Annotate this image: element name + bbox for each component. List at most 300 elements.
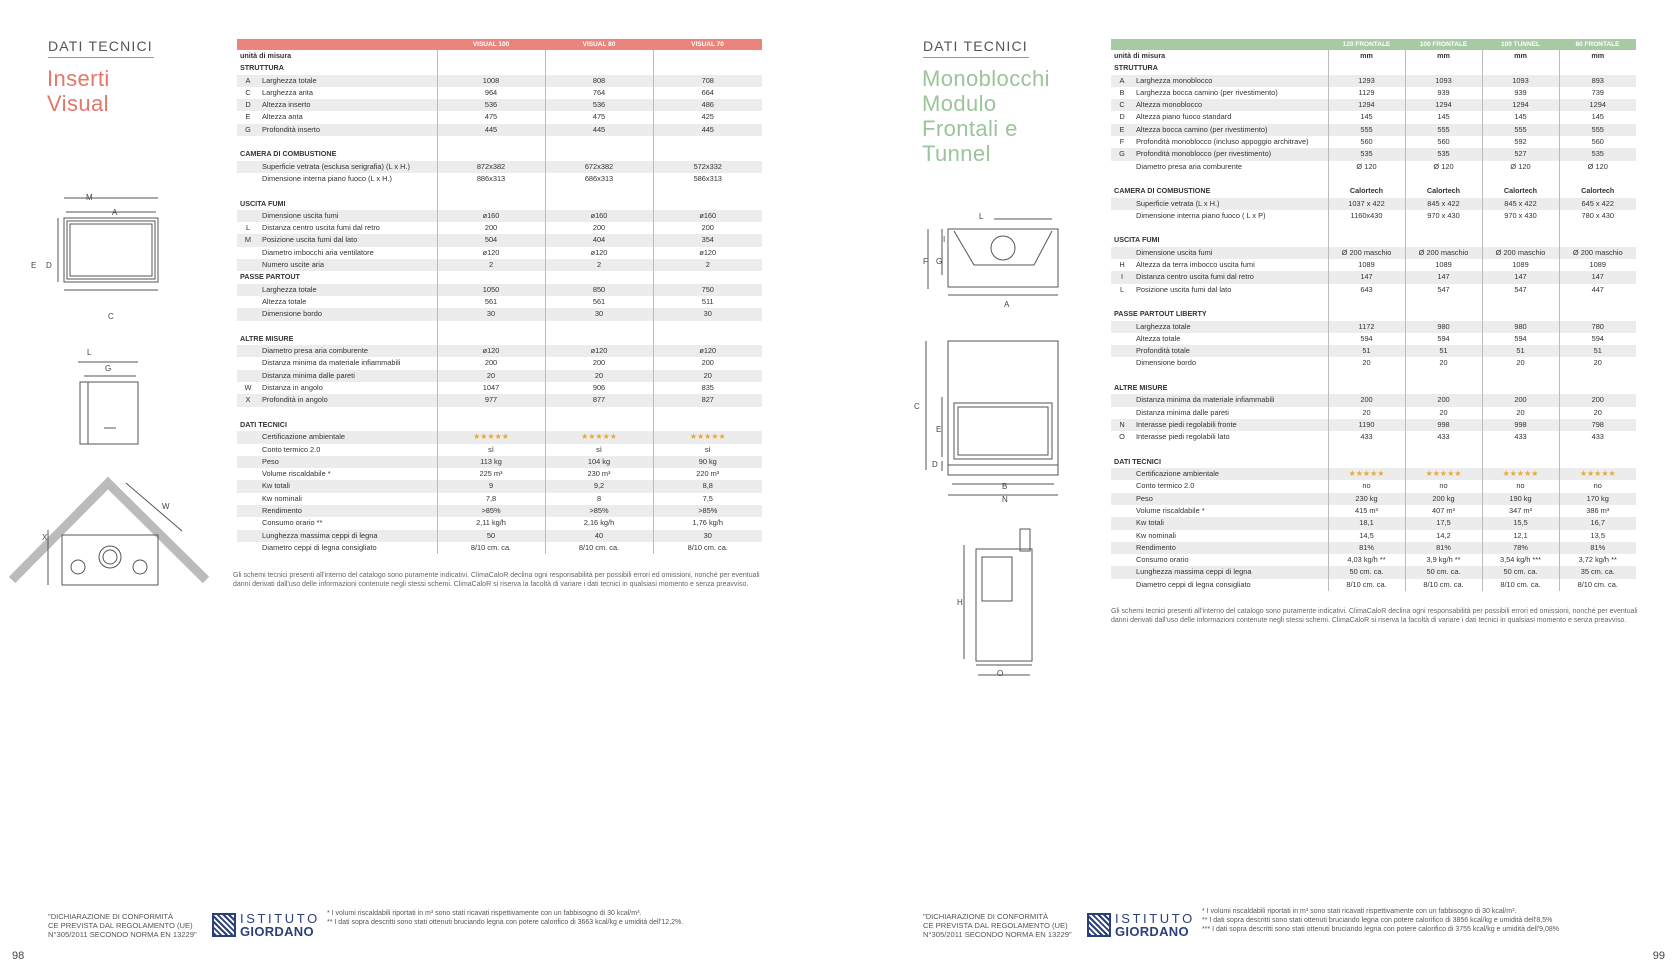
cell-value: 104 kg [545,456,653,468]
row-label: Dimensione interna piano fuoco ( L x P) [1136,210,1266,220]
row-code: D [1119,112,1125,122]
cell-value: 200 [1482,394,1559,406]
row-label: Volume riscaldabile * [262,469,331,479]
table-row [237,431,762,443]
row-label: Profondità monoblocco (per rivestimento) [1133,148,1328,160]
table-row [1111,284,1636,296]
cell-value: Ø 120 [1482,161,1559,173]
cell-value [1328,296,1405,308]
row-label: Consumo orario [1136,555,1189,565]
cell-value: 445 [437,124,545,136]
table-row [237,345,762,357]
row-label: Superficie vetrata (esclusa serigrafia) (L x H.) [259,161,437,173]
cell-value [1482,222,1559,234]
cell-value: 594 [1328,333,1405,345]
cell-value [437,271,545,283]
cell-value [653,321,762,333]
section-label: DATI TECNICI [237,419,437,431]
spacer-cell [237,407,437,419]
declaration-line: CE PREVISTA DAL REGOLAMENTO (UE) [923,921,1068,930]
cell-value: 980 [1405,321,1482,333]
cell-value: 51 [1405,345,1482,357]
row-code [1111,407,1133,419]
table-row [1111,148,1636,160]
row-code [237,284,259,296]
cell-value: 50 cm. ca. [1405,566,1482,578]
table-row [1111,259,1636,271]
spacer-row [237,136,762,148]
cell-value: mm [1405,50,1482,62]
cell-value: 2,16 kg/h [545,517,653,529]
cell-value: 30 [653,530,762,542]
section-kicker: DATI TECNICI [923,38,1028,54]
cell-value: ø160 [653,210,762,222]
cell-value: 147 [1559,271,1636,283]
cell-value: 20 [1482,357,1559,369]
dim-label-o: O [997,669,1004,678]
cell-value: 1294 [1328,99,1405,111]
cell-value: 7,5 [653,493,762,505]
cell-value [545,407,653,419]
row-label: Distanza centro uscita fumi dal retro [262,223,380,233]
cell-value: 1093 [1405,75,1482,87]
cell-value [1482,62,1559,74]
cell-value: 18,1 [1328,517,1405,529]
table-row [237,468,762,480]
cell-value: 1293 [1328,75,1405,87]
table-row [1111,505,1636,517]
row-code [237,210,259,222]
row-label: Certificazione ambientale [1133,468,1328,480]
cell-value: 200 kg [1405,493,1482,505]
section-row [1111,308,1636,320]
cell-value: 555 [1482,124,1559,136]
cell-value [1328,444,1405,456]
spec-table-monoblocchi [1111,39,1636,591]
row-label: Dimensione uscita fumi [1133,247,1328,259]
row-label: Altezza anta [262,112,303,122]
page-98 [0,0,839,968]
cell-value: 645 x 422 [1559,198,1636,210]
cell-value: 81% [1405,542,1482,554]
spacer-cell [237,185,437,197]
table-row [237,259,762,271]
cell-value: 1294 [1405,99,1482,111]
cell-value: 8/10 cm. ca. [1405,579,1482,591]
cell-value: 1093 [1482,75,1559,87]
cell-value [1328,173,1405,185]
conformity-declaration [48,912,197,939]
cell-value: sì [437,444,545,456]
cell-value: 30 [653,308,762,320]
cell-value: 8/10 cm. ca. [653,542,762,554]
row-code: A [1111,75,1133,87]
disclaimer: Gli schemi tecnici presenti all'interno del catalogo sono puramente indicativi. ClimaCaloR declina ogni responsabilità per possibili errori ed omissioni, nonché per eventuali danni derivati dall'uso delle informazioni contenute negli stessi schemi. ClimaCaloR si riserva la facoltà di variare i dati tecnici in qualsiasi momento e senza preavviso. [233,572,760,588]
cell-value: Ø 120 [1559,161,1636,173]
istituto-giordano-logo [1087,912,1195,938]
cell-value [437,407,545,419]
istituto-giordano-logo [212,912,320,938]
cell-value: 8 [545,493,653,505]
cell-value: 145 [1328,111,1405,123]
dim-label-e: E [936,425,942,434]
table-row [1111,247,1636,259]
dim-label-a: A [112,208,118,217]
row-code [1111,468,1133,480]
row-code [1111,333,1133,345]
cell-value: 547 [1405,284,1482,296]
cell-value [437,148,545,160]
section-label: CAMERA DI COMBUSTIONE [1111,185,1328,197]
cell-value: 40 [545,530,653,542]
cell-value: 12,1 [1482,530,1559,542]
cell-value [545,50,653,62]
declaration-line: "DICHIARAZIONE DI CONFORMITÀ [923,912,1049,921]
row-code [1111,345,1133,357]
dim-label-b: B [1002,482,1008,491]
table-row [1111,517,1636,529]
cell-value: 560 [1559,136,1636,148]
cell-value: 643 [1328,284,1405,296]
cell-value: 535 [1328,148,1405,160]
cell-value: 939 [1405,87,1482,99]
cell-value: 190 kg [1482,493,1559,505]
section-row [237,148,762,160]
cell-value: 225 m³ [437,468,545,480]
cell-value: 20 [1482,407,1559,419]
section-label: PASSE PARTOUT [237,271,437,283]
row-label: Larghezza totale [259,284,437,296]
spacer-cell [1111,222,1328,234]
row-label: Distanza minima da materiale infiammabili [262,358,401,368]
cell-value: 2,11 kg/h [437,517,545,529]
cell-value: 1008 [437,75,545,87]
section-kicker: DATI TECNICI [48,38,153,54]
cell-value: 1190 [1328,419,1405,431]
cell-value: ★★★★★ [653,431,762,443]
row-code [1111,579,1133,591]
cell-value [1559,444,1636,456]
side-view-drawing [954,525,1064,675]
row-code: G [1111,148,1133,160]
page-title [47,66,110,116]
cell-value: 4,03 kg/h ** [1328,554,1405,566]
cell-value [545,198,653,210]
table-row [237,234,762,246]
footnote: * I volumi riscaldabili riportati in m³ sono stati ricavati rispettivamente con un fabbisogno di 30 kcal/m³. [1202,908,1517,915]
cell-value: 20 [1559,407,1636,419]
cell-value [1405,382,1482,394]
cell-value: 998 [1482,419,1559,431]
cell-value [653,50,762,62]
cell-value [1559,173,1636,185]
row-code [1111,161,1133,173]
cell-value: 230 m³ [545,468,653,480]
row-label: Diametro ceppi di legna consigliato [1136,579,1251,589]
cell-value [545,321,653,333]
row-code [237,308,259,320]
cell-value: 230 kg [1328,493,1405,505]
cell-value: 886x313 [437,173,545,185]
cell-value: 16,7 [1559,517,1636,529]
cell-value: no [1405,480,1482,492]
cell-value: 780 x 430 [1559,210,1636,222]
spacer-row [1111,370,1636,382]
table-row [237,308,762,320]
row-code [237,173,259,185]
cell-value: 9 [437,480,545,492]
row-code: E [1111,124,1133,136]
corner-install-drawing [10,475,210,605]
cell-value [437,185,545,197]
cell-value [1482,296,1559,308]
cell-value: 827 [653,394,762,406]
cell-value: 845 x 422 [1405,198,1482,210]
table-row [1111,566,1636,578]
cell-value: 970 x 430 [1405,210,1482,222]
cell-value [1482,370,1559,382]
row-code: W [244,383,252,393]
cell-value: 555 [1559,124,1636,136]
section-label: CAMERA DI COMBUSTIONE [237,148,437,160]
row-code [1111,505,1133,517]
row-code: H [1119,260,1125,270]
table-row [1111,419,1636,431]
cell-value: 1129 [1328,87,1405,99]
row-label: Distanza in angolo [262,383,323,393]
row-code: C [245,87,251,97]
dim-label-m: M [86,193,93,202]
cell-value [1405,456,1482,468]
cell-value: 872x382 [437,161,545,173]
dim-label-l: L [87,348,92,357]
cell-value: 20 [1405,407,1482,419]
row-label: Posizione uscita fumi dal lato [1136,284,1232,294]
section-row [1111,456,1636,468]
cell-value: 1089 [1482,259,1559,271]
cell-value: 594 [1482,333,1559,345]
cell-value: 780 [1559,321,1636,333]
table-row [237,480,762,492]
cell-value: 664 [653,87,762,99]
cell-value: 90 kg [653,456,762,468]
row-label: Altezza piano fuoco standard [1136,112,1232,122]
cell-value: 977 [437,394,545,406]
cell-value: 2 [437,259,545,271]
kicker-divider [923,57,1029,58]
table-row [1111,87,1636,99]
row-code [1111,357,1133,369]
cell-value: Ø 120 [1328,161,1405,173]
table-row [237,456,762,468]
footnotes [1202,907,1559,934]
cell-value: Ø 200 maschio [1482,247,1559,259]
cell-value: 527 [1482,148,1559,160]
row-label: Profondità inserto [259,124,437,136]
row-code [1111,480,1133,492]
table-row [1111,111,1636,123]
table-row [1111,99,1636,111]
table-row [1111,480,1636,492]
cell-value: Ø 200 maschio [1559,247,1636,259]
cell-value: 798 [1559,419,1636,431]
cell-value [545,333,653,345]
cell-value: 354 [653,234,762,246]
row-code [237,468,259,480]
cell-value [545,62,653,74]
cell-value: mm [1482,50,1559,62]
row-label: Dimensione bordo [1136,358,1196,368]
spacer-cell [237,136,437,148]
cell-value: 78% [1482,542,1559,554]
row-code [1111,566,1133,578]
cell-value: 980 [1482,321,1559,333]
cell-value: 1037 x 422 [1328,198,1405,210]
section-label: ALTRE MISURE [237,333,437,345]
spec-table-visual [237,39,762,554]
cell-value: 20 [1559,357,1636,369]
dim-label-x: X [42,533,48,542]
dim-label-d: D [46,261,52,270]
cell-value: 200 [1328,394,1405,406]
section-label: ALTRE MISURE [1111,382,1328,394]
logo-mark-icon [212,913,236,937]
section-row [1111,62,1636,74]
cell-value: 50 cm. ca. [1482,566,1559,578]
cell-value: 592 [1482,136,1559,148]
row-code [237,296,259,308]
cell-value: 1047 [437,382,545,394]
cell-value: sì [653,444,762,456]
cell-value: no [1328,480,1405,492]
cell-value [1482,308,1559,320]
row-label: Diametro presa aria comburente [259,345,437,357]
cell-value [437,62,545,74]
cell-value: 877 [545,394,653,406]
cell-value: 50 cm. ca. [1328,566,1405,578]
dim-label-e: E [31,261,37,270]
row-code [1111,530,1133,542]
cell-value [1405,444,1482,456]
cell-value: 445 [545,124,653,136]
cell-value: 8/10 cm. ca. [545,542,653,554]
cell-value: 739 [1559,87,1636,99]
cell-value: 404 [545,234,653,246]
cell-value: 433 [1482,431,1559,443]
row-label: Kw nominali [262,493,302,503]
table-row [237,370,762,382]
cell-value: 407 m³ [1405,505,1482,517]
dim-label-c: C [914,402,920,411]
cell-value [1482,382,1559,394]
table-row [1111,431,1636,443]
cell-value: 35 cm. ca. [1559,566,1636,578]
cell-value [545,271,653,283]
cell-value: 51 [1328,345,1405,357]
cell-value: 1,76 kg/h [653,517,762,529]
cell-value: 200 [653,222,762,234]
title-line: Modulo [922,91,997,116]
title-line: Tunnel [922,141,991,166]
cell-value: 964 [437,87,545,99]
section-row [237,198,762,210]
column-header: 100 FRONTALE [1405,39,1482,50]
cell-value: ★★★★★ [1405,468,1482,480]
row-code [237,247,259,259]
row-code: F [1119,137,1125,147]
cell-value [1482,456,1559,468]
cell-value: 560 [1328,136,1405,148]
row-label: Interasse piedi regolabili fronte [1133,419,1328,431]
cell-value: >85% [653,505,762,517]
cell-value: Ø 200 maschio [1328,247,1405,259]
cell-value: 511 [653,296,762,308]
front-view-drawing [924,335,1074,505]
column-header: 120 FRONTALE [1328,39,1405,50]
cell-value [437,198,545,210]
table-row [237,493,762,505]
row-label: Altezza totale [1136,333,1181,343]
cell-value: 145 [1559,111,1636,123]
declaration-line: N°305/2011 SECONDO NORMA EN 13229" [48,930,197,939]
cell-value: 586x313 [653,173,762,185]
row-code [1111,321,1133,333]
cell-value: 200 [1405,394,1482,406]
row-label: Lunghezza massima ceppi di legna [1133,566,1328,578]
row-code [1111,493,1133,505]
row-code: O [1119,432,1125,442]
cell-value: 81% [1559,542,1636,554]
cell-value [1328,308,1405,320]
cell-value: 835 [653,382,762,394]
cell-value: 808 [545,75,653,87]
title-line: Frontali e [922,116,1018,141]
spacer-row [1111,444,1636,456]
cell-value [653,185,762,197]
footnote: *** I dati sopra descritti sono stati ottenuti bruciando legna con potere calorifico di 3755 kcal/kg e umidità dell'9,08% [1202,926,1559,933]
spacer-row [1111,222,1636,234]
table-row [1111,407,1636,419]
table-row [1111,468,1636,480]
cell-value [545,185,653,197]
row-code: L [245,223,251,233]
table-row [1111,579,1636,591]
logo-line2: GIORDANO [1115,924,1189,939]
cell-value [653,198,762,210]
row-label: Dimensione bordo [259,308,437,320]
dim-label-g: G [105,364,112,373]
cell-value [437,321,545,333]
cell-value [1405,234,1482,246]
cell-value: 572x332 [653,161,762,173]
cell-value: 555 [1405,124,1482,136]
table-row [237,530,762,542]
cell-value [437,419,545,431]
table-row [237,222,762,234]
spacer-cell [1111,444,1328,456]
cell-value: 20 [545,370,653,382]
cell-value: 850 [545,284,653,296]
cell-value [545,419,653,431]
table-row [237,87,762,99]
row-label: Kw nominali [1136,530,1176,540]
table-row [237,284,762,296]
cell-value: 20 [653,370,762,382]
footnotes [327,909,683,927]
row-code: A [237,75,259,87]
row-code [237,530,259,542]
cell-value [653,419,762,431]
